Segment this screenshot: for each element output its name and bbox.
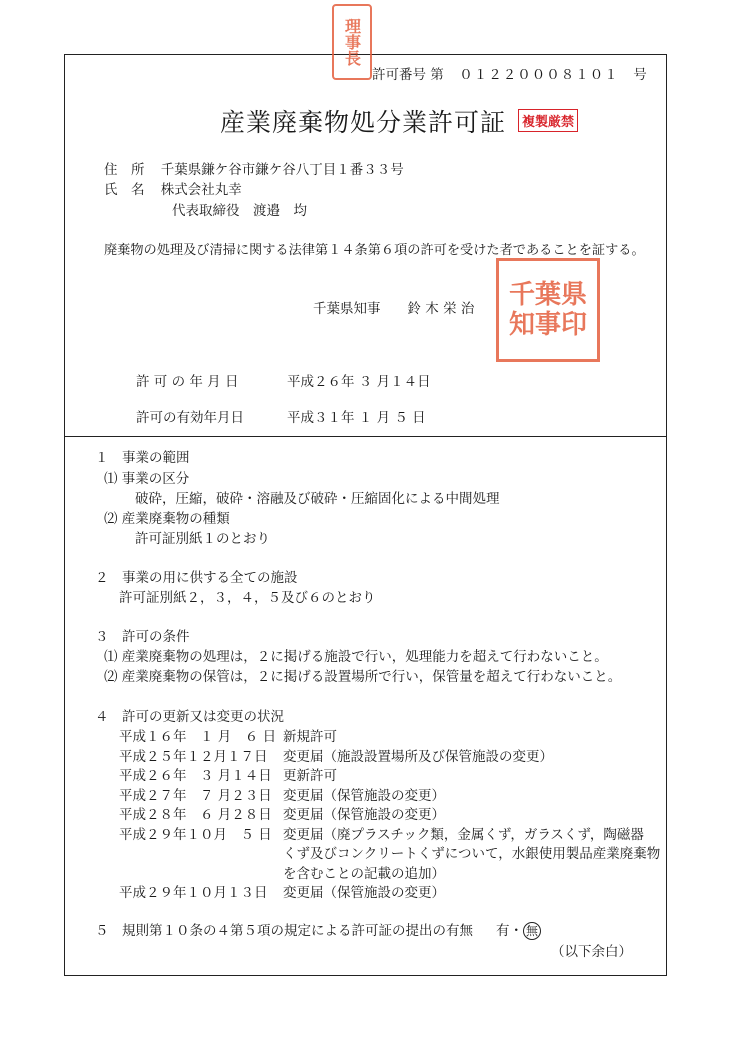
permit-number-line (372, 63, 648, 83)
section-divider (64, 436, 667, 437)
history-date: 平成２８年 ６ 月２８日 (119, 807, 272, 823)
history-event: 更新許可 (283, 768, 337, 784)
history-event: くず及びコンクリートくずについて，水銀使用製品産業廃棄物 (283, 846, 661, 862)
history-event: 変更届（保管施設の変更） (283, 787, 445, 804)
section2-text: 許可証別紙２，３，４，５及び６のとおり (119, 590, 376, 606)
address-label: 住 所 (104, 162, 145, 178)
history-date: 平成２９年１０月１３日 (119, 885, 268, 901)
section2-heading: ２ 事業の用に供する全ての施設 (95, 570, 298, 586)
section1-heading: １ 事業の範囲 (95, 450, 190, 466)
history-date: 平成２９年１０月 ５ 日 (119, 826, 272, 843)
answer-yes: 有・ (496, 923, 523, 939)
name-label: 氏 名 (104, 182, 145, 198)
permit-date-label: 許 可 の 年 月 日 (136, 374, 239, 390)
representative: 代表取締役 渡邉 均 (172, 203, 307, 219)
governor-seal-stamp (496, 258, 600, 362)
section4-heading: ４ 許可の更新又は変更の状況 (95, 709, 284, 725)
history-event: 変更届（施設設置場所及び保管施設の変更） (283, 748, 553, 765)
address-value: 千葉県鎌ケ谷市鎌ケ谷八丁目１番３３号 (160, 162, 404, 178)
history-event: 変更届（保管施設の変更） (283, 807, 445, 823)
section1-sub1-heading: ⑴ 事業の区分 (104, 471, 190, 487)
section3-heading: ３ 許可の条件 (95, 629, 190, 645)
certification-text: 廃棄物の処理及び清掃に関する法律第１４条第６項の許可を受けた者であることを証する。 (104, 243, 645, 258)
history-event: 変更届（廃プラスチック類，金属くず，ガラスくず，陶磁器 (283, 826, 644, 843)
history-event: 新規許可 (283, 729, 337, 745)
governor-seal-text: 千葉県知事印 (508, 280, 587, 340)
history-event: 変更届（保管施設の変更） (283, 885, 445, 901)
document-title: 産業廃棄物処分業許可証 (220, 108, 507, 137)
copy-prohibited-badge: 複製厳禁 (518, 109, 578, 132)
permit-number-label: 許可番号 (372, 67, 426, 83)
company-name: 株式会社丸幸 (160, 182, 242, 198)
valid-until: 平成３１年 １ 月 ５ 日 (287, 410, 426, 426)
section1-sub2-heading: ⑵ 産業廃棄物の種類 (104, 511, 230, 527)
section3-item2: ⑵ 産業廃棄物の保管は，２に掲げる設置場所で行い，保管量を超えて行わないこと。 (104, 669, 622, 685)
history-date: 平成２７年 ７ 月２３日 (119, 787, 272, 804)
permit-number: 第 ０１２２０００８１０１ 号 (430, 67, 648, 83)
section3-item1: ⑴ 産業廃棄物の処理は，２に掲げる施設で行い，処理能力を超えて行わないこと。 (104, 649, 608, 665)
history-date: 平成１６年 １ 月 ６ 日 (119, 729, 277, 745)
top-seal-stamp: 理事長 (332, 4, 372, 80)
section5-heading: ５ 規則第１０条の４第５項の規定による許可証の提出の有無 (95, 923, 473, 939)
section5-answer (496, 919, 541, 940)
closing-note: （以下余白） (551, 944, 632, 960)
section1-sub2-text: 許可証別紙１のとおり (135, 531, 270, 547)
valid-until-label: 許可の有効年月日 (136, 410, 244, 426)
address-line (104, 158, 404, 178)
history-date: 平成２５年１２月１７日 (119, 748, 268, 765)
permit-date: 平成２６年 ３ 月１４日 (287, 374, 431, 390)
governor-name: 千葉県知事 鈴 木 栄 治 (313, 301, 475, 317)
name-line (104, 178, 242, 198)
section1-sub1-text: 破砕，圧縮，破砕・溶融及び破砕・圧縮固化による中間処理 (135, 491, 500, 507)
history-date: 平成２６年 ３ 月１４日 (119, 768, 272, 784)
answer-no-circled: 無 (523, 922, 541, 940)
history-event: を含むことの記載の追加） (283, 865, 445, 882)
